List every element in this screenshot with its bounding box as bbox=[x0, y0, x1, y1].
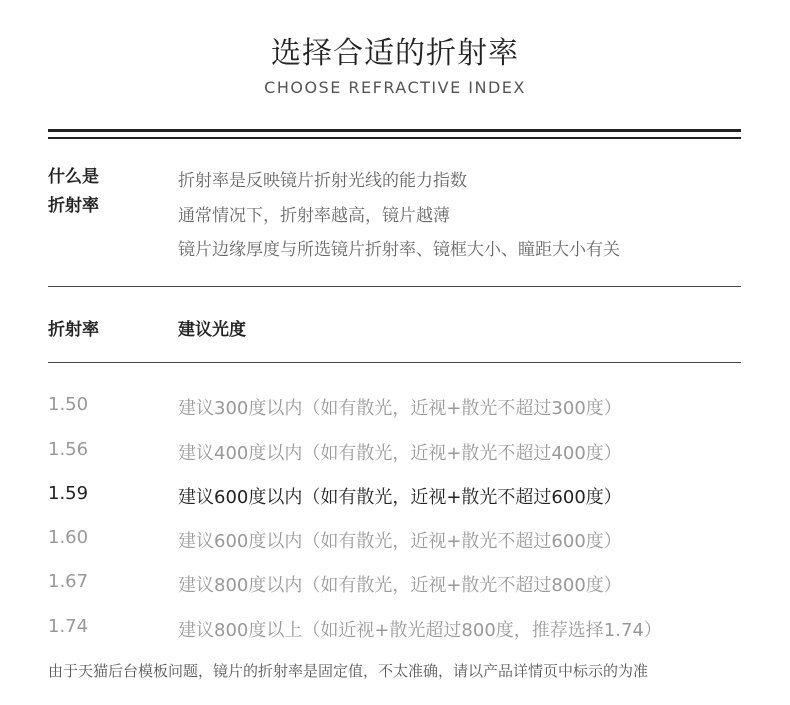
intro-label-line1: 什么是 bbox=[48, 167, 99, 187]
row-index: 1.67 bbox=[48, 571, 89, 592]
page-title: 选择合适的折射率 bbox=[271, 36, 519, 71]
row-advice: 建议800度以上（如近视+散光超过800度，推荐选择1.74） bbox=[178, 620, 662, 641]
row-index: 1.56 bbox=[48, 439, 89, 460]
footnote: 由于天猫后台模板问题，镜片的折射率是固定值，不太准确，请以产品详情页中标示的为准 bbox=[48, 662, 649, 680]
intro-text-line: 折射率是反映镜片折射光线的能力指数 bbox=[178, 171, 467, 191]
intro-label-line2: 折射率 bbox=[48, 196, 99, 216]
section-divider bbox=[48, 286, 741, 287]
row-index: 1.60 bbox=[48, 527, 89, 548]
row-advice: 建议600度以内（如有散光，近视+散光不超过600度） bbox=[178, 487, 622, 508]
top-divider-thick bbox=[48, 129, 741, 132]
column-header-advice: 建议光度 bbox=[178, 320, 246, 340]
row-advice: 建议400度以内（如有散光，近视+散光不超过400度） bbox=[178, 443, 622, 464]
intro-text-line: 通常情况下，折射率越高，镜片越薄 bbox=[178, 206, 450, 226]
top-divider-double bbox=[48, 137, 741, 139]
row-index: 1.74 bbox=[48, 616, 89, 637]
header-divider bbox=[48, 362, 741, 363]
row-index: 1.59 bbox=[48, 483, 89, 504]
page-subtitle: CHOOSE REFRACTIVE INDEX bbox=[264, 78, 526, 97]
row-index: 1.50 bbox=[48, 394, 89, 415]
row-advice: 建议300度以内（如有散光，近视+散光不超过300度） bbox=[178, 398, 622, 419]
intro-text-line: 镜片边缘厚度与所选镜片折射率、镜框大小、瞳距大小有关 bbox=[178, 240, 620, 260]
row-advice: 建议600度以内（如有散光，近视+散光不超过600度） bbox=[178, 531, 622, 552]
column-header-index: 折射率 bbox=[48, 320, 99, 340]
row-advice: 建议800度以内（如有散光，近视+散光不超过800度） bbox=[178, 575, 622, 596]
